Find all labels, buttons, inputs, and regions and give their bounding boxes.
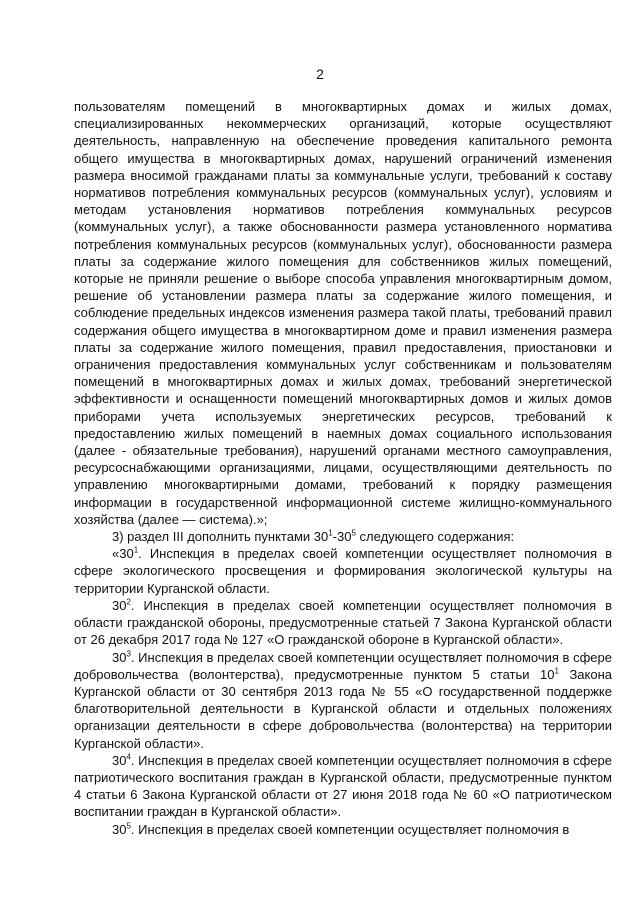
paragraph-30-3 — [74, 649, 612, 752]
text: . Инспекция в пределах своей компетенции осуществляет полномочия в области гражданской обороны, предусмотренные статьей 7 Закона Курганской области от 26 декабря 2017 года № 127 «О гражданской обороне в Курганской области». — [74, 597, 612, 648]
superscript: 1 — [328, 528, 333, 538]
paragraph-30-5 — [74, 821, 612, 838]
paragraph-1: пользователям помещений в многоквартирных домах и жилых домах, специализированных некоммерческих организаций, которые осуществляют деятельность, направленную на обеспечение проведения капитального ремонта общего имущества в многоквартирных домах, нарушений ограничений изменения размера вносимой гражданами платы за коммунальные услуги, требований к составу нормативов потребления коммунальных ресурсов (коммунальных услуг), условиям и методам установления нормативов потребления коммунальных ресурсов (коммунальных услуг), а также обоснованности размера установленного норматива потребления коммунальных ресурсов (коммунальных услуг), обоснованности размера платы за содержание жилого помещения для собственников жилых помещений, которые не приняли решение о выборе способа управления многоквартирным домом, решение об установлении размера платы за содержание жилого помещения, и соблюдение предельных индексов изменения размера такой платы, требований правил содержания общего имущества в многоквартирном доме и правил изменения размера платы за содержание жилого помещения, правил предоставления, приостановки и ограничения предоставления коммунальных услуг собственникам и пользователям помещений в многоквартирных домах и жилых домах, требований энергетической эффективности и оснащенности помещений многоквартирных домов и жилых домов приборами учета используемых энергетических ресурсов, требований к предоставлению жилых помещений в наемных домах социального использования (далее - обязательные требования), нарушений органами местного самоуправления, ресурсоснабжающими организациями, лицами, осуществляющими деятельность по управлению многоквартирными домами, требований к порядку размещения информации в государственной информационной системе жилищно-коммунального хозяйства (далее — система).»; — [74, 99, 612, 527]
text: Закона Курганской области от 30 сентября 2013 года № 55 «О государственной поддержке благотворительной деятельности в Курганской области и отдельных положениях организации деятельности в сфере добровольчества (волонтерства) на территории Курганской области». — [74, 666, 613, 751]
superscript: 1 — [133, 545, 139, 555]
text: . Инспекция в пределах своей компетенции осуществляет полномочия в — [130, 821, 570, 837]
text: 30 — [112, 649, 127, 665]
text: . Инспекция в пределах своей компетенции осуществляет полномочия в сфере патриотического воспитания граждан в Курганской области, предусмотренные пунктом 4 статьи 6 Закона Курганской области от 27 июня 2018 года № 60 «О патриотическом воспитании граждан в Курганской области». — [74, 752, 612, 820]
text: -30 — [332, 529, 352, 545]
paragraph-30-4 — [74, 752, 612, 821]
superscript: 1 — [554, 666, 559, 676]
superscript: 4 — [126, 752, 131, 762]
superscript: 3 — [126, 649, 131, 659]
text: . Инспекция в пределах своей компетенции осуществляет полномочия в сфере добровольчества (волонтерства), предусмотренные пунктом 5 статьи 10 — [74, 649, 612, 682]
paragraph-item-3 — [74, 528, 612, 545]
paragraph-30-2 — [74, 597, 612, 649]
text: следующего содержания: — [355, 529, 515, 545]
paragraph-30-1 — [74, 545, 612, 597]
text: . Инспекция в пределах своей компетенции осуществляет полномочия в сфере экологического просвещения и формирования экологической культуры на территории Курганской области. — [74, 546, 612, 596]
superscript: 5 — [351, 528, 356, 538]
text: 30 — [112, 752, 127, 768]
page-number: 2 — [316, 66, 324, 82]
text: 3) раздел III дополнить пунктами 30 — [112, 529, 329, 545]
text: 30 — [112, 821, 127, 837]
text: «30 — [112, 546, 134, 562]
text: 30 — [112, 597, 127, 613]
superscript: 5 — [126, 821, 131, 831]
document-body — [74, 98, 612, 838]
superscript: 2 — [126, 597, 131, 607]
